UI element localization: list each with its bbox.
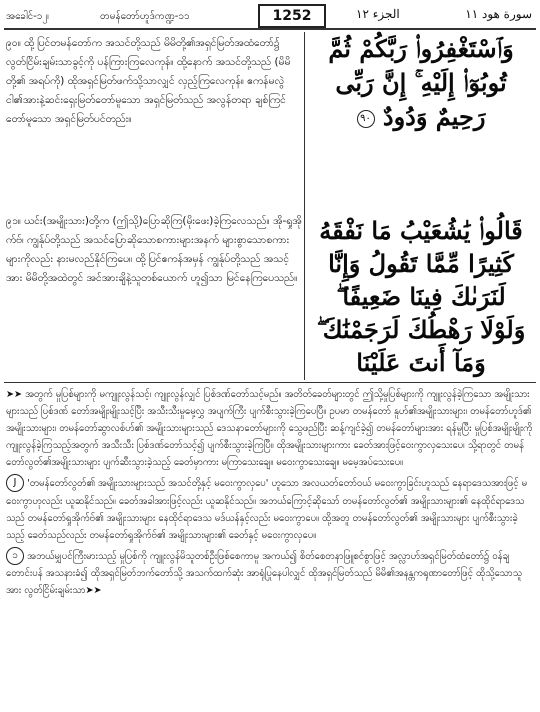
running-header (4, 4, 536, 26)
header-surah: سورة هود ١١ (465, 7, 532, 21)
header-rule (4, 28, 536, 30)
page-number: 1252 (258, 4, 326, 28)
page (4, 4, 536, 708)
verse-91-number: ၉၁။ (6, 215, 21, 227)
verse-91-arabic-text: قَالُوا۟ يَٰشُعَيْبُ مَا نَفْقَهُ كَثِيرًا مِّمَّا تَقُولُ وَإِنَّا لَنَرَىٰكَ فِينَا ضَعِيفًا ۖ وَلَوْلَا رَهْطُكَ لَرَجَمْنَٰكَ ۖ وَمَآ أَنتَ عَلَيْنَا (316, 216, 526, 377)
verse-90-translation (6, 34, 302, 202)
column-divider (304, 32, 305, 380)
verse-end-marker: ٩٠ (357, 110, 375, 128)
footnote-j-text: 'တမန်တော်လွတ်၏ အမျိုးသားများသည် အသင်တို့နှင့် မဝေးကွာလှပေ' ဟူသော အလယတ်တော်ဝယ် မဝေးကွာခြင်းဟူသည် နေရာဒေသအားဖြင့် မဝေးကွာဟုလည်း ယူဆနိုင်သည်။ ခေတ်အခါအားဖြင့်လည်း ယူဆနိုင်သည်။ အဘယ်ကြောင့်ဆိုသော် တမန်တော်လွတ်၏ အမျိုးသားများ၏ နေထိုင်ရာဒေသသည် တမန်တော်ရှုအိုက်ဗ်၏ အမျိုးသားများ နေထိုင်ရာဒေသ မဒ်ယန်နှင့်လည်း မဝေးကွာပေ။ ထို့အတူ တမန်တော်လွတ်၏ အမျိုးသားများ ပျက်စီးသွားခဲ့သည့် ခေတ်သည်လည်း တမန်တော်ရှုအိုက်ဗ်၏ အမျိုးသားများ၏ ခေတ်နှင့် မဝေးကွာလှပေ။ (6, 478, 528, 541)
footnotes (6, 386, 534, 599)
footnote-1-text: အဘယ်မျှပင်ကြီးမားသည့် မှုပြစ်ကို ကျူးလွန်မိသူတစ်ဦးဖြစ်စေကာမူ အကယ်၍ စိတ်စေတနာဖြူစင်စွာဖြင့် အလ္လာဟ်အရှင်မြတ်ထံတော်၌ ဝန်ချတောင်းပန် အသနားခံ၍ ထိုအရှင်မြတ်ဘက်တော်သို့ အသက်ထက်ဆုံး အာရုံပြုနေပါလျှင် ထိုအရှင်မြတ်သည် မိမိ၏အနန္တကရုဏာတော်ဖြင့် ထိုသို့သောသူအား လွတ်ငြိမ်းချမ်းသာ➤➤ (6, 550, 522, 597)
footnote-j (6, 474, 534, 543)
footnote-continued: ➤➤ အတွက် မှုပြစ်များကို မကျူးလွန်သင့်၊ ကျူးလွန်လျှင် ပြစ်ဒဏ်တော်သင့်မည်။ အတိတ်ခေတ်များတွင် ဤသို့မှုပြစ်များကို ကျူးလွန်ခဲ့ကြသော အမျိုးသားများသည် ပြစ်ဒဏ် တော်အမျိုးမျိုးသင့်ပြီး အသီးသီးမှုမှေ့လွှ အပျက်ကြီး ပျက်စီးသွားခဲ့ကြပေပြီ။ ဥပမာ တမန်တော် နူဟ်၏အမျိုးသားများ၊ တမန်တော်ဟူဒ်၏ အမျိုးသားများ၊ တမန်တော်ဆွာလစ်ဟ်၏ အမျိုးသားများသည် ဒေသနာတော်များကို သွေဖည်ပြီး ဆန့်ကျင်ခဲ့၍ တမန်တော်များအား ရန်မူပြီး မှုပြစ်အမျိုးမျိုးကို ကျူးလွန်ခဲ့ကြသည့်အတွက် အသီးသီး ပြစ်ဒဏ်တော်သင့်၍ ပျက်စီးသွားခဲ့ကြပြီ။ ထိုအမျိုးသားများကား ခေတ်အားဖြင့်ဝေးကွာလှသေးပေ၊ သို့ရာတွင် တမန်တော်လွတ်၏အမျိုးသားများ ပျက်ဆီးသွားခဲ့သည့် ခေတ်မှာကား မကြာသေးချေ။ မဝေးကွာသေးချေ။ မမေ့အပ်သေးပေ။ (6, 389, 533, 469)
verse-91-arabic (310, 214, 532, 379)
footnote-1-marker: ၁ (6, 547, 24, 565)
verse-91-text: ယင်း(အမျိုးသား)တို့က (ဤသို့)ပြောဆိုကြ(မိုးဖေး)ခဲ့ကြလေသည်။ အို-ရှုအိုက်ဗ်၊ ကျွန်ုပ်တို့သည် အသင်ပြောဆိုသောစကားများအနက် များစွာသောစကားများကိုလည်း နားမလည်နိုင်ကြပေ။ ထို့ပြင်ဧကန်အမှန် ကျွန်ုပ်တို့သည် အသင့်အား မိမိတို့အထဲတွင် အင်အားချိနဲ့သူတစ်ယောက် ဟူ၍သာ မြင်နေကြပေသည်။ (6, 215, 302, 284)
header-section-title: တမန်တော်ဟူဒ်ကဏ္ဍ-၁၁ (100, 11, 190, 22)
verse-90-text: ထို့ပြင်တမန်တော်က အသင်တို့သည် မိမိတို့၏အရှင်မြတ်အထံတော်၌ လွတ်ငြိမ်းချမ်းသာခွင့်ကို ပန်ကြားကြလေကုန်။ ထို့နောက် အသင်တို့သည် (မိမိတို့၏ အရပ်ကို) ထိုအရှင်မြတ်ဖက်သို့သာလျှင် လှည့်ကြလေကုန်။ ဧကန်မလွဲ ငါ၏အားနဲ့ဆင်းရှေးမြတ်တော်မူသော အရှင်မြတ်သည် အလွန်တရာ ချစ်ကြင်တော်မူသော အရှင်မြတ်ပင်တည်း။ (6, 37, 291, 125)
header-left: အခေါင်-၁၂၊ (6, 11, 49, 22)
footnote-1 (6, 547, 534, 599)
header-juz: الجزء ١٢ (356, 7, 400, 21)
footnote-rule (4, 382, 536, 383)
verse-91-translation (6, 212, 302, 378)
verse-90-arabic (310, 32, 532, 134)
verse-90-arabic-text: وَٱسْتَغْفِرُوا۟ رَبَّكُمْ ثُمَّ تُوبُوٓا۟ إِلَيْهِ ۚ إِنَّ رَبِّى رَحِيمٌ وَدُودٌ (328, 34, 514, 131)
footnote-j-marker: J (6, 474, 24, 492)
verse-90-number: ၉၀။ (6, 37, 21, 49)
